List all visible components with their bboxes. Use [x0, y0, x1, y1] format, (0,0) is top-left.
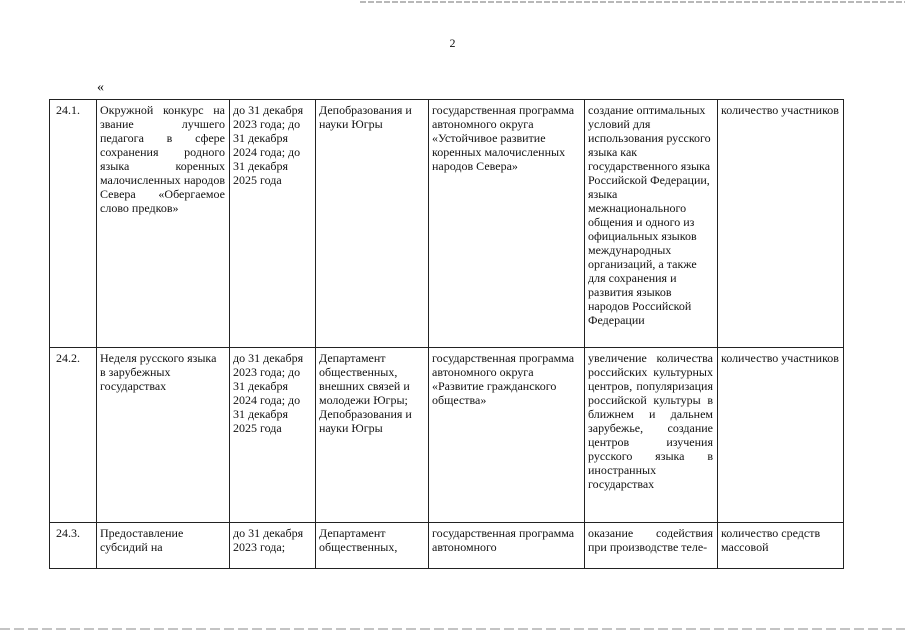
- event-name-cell: Предоставление субсидий на: [97, 523, 230, 569]
- opening-quote-mark: «: [97, 80, 104, 95]
- program-cell: государственная программа автономного: [429, 523, 585, 569]
- responsible-cell: Департамент общественных, внешних связей и молодежи Югры; Депобразования и науки Югры: [316, 348, 429, 523]
- row-number: 24.1.: [50, 100, 97, 348]
- event-name-cell: Неделя русского языка в зарубежных государствах: [97, 348, 230, 523]
- indicator-cell: количество участников: [718, 348, 844, 523]
- responsible-cell: Депобразования и науки Югры: [316, 100, 429, 348]
- scan-artifact-top: [360, 1, 905, 3]
- deadline-cell: до 31 декабря 2023 года; до 31 декабря 2024 года; до 31 декабря 2025 года: [230, 348, 316, 523]
- program-cell: государственная программа автономного округа «Развитие гражданского общества»: [429, 348, 585, 523]
- result-cell: оказание содействия при производстве теле-: [585, 523, 718, 569]
- deadline-cell: до 31 декабря 2023 года;: [230, 523, 316, 569]
- row-number: 24.3.: [50, 523, 97, 569]
- row-number: 24.2.: [50, 348, 97, 523]
- page-number: 2: [449, 36, 456, 50]
- scan-artifact-bottom: [0, 628, 905, 630]
- indicator-cell: количество средств массовой: [718, 523, 844, 569]
- program-cell: государственная программа автономного округа «Устойчивое развитие коренных малочисленных народов Севера»: [429, 100, 585, 348]
- table-row: [50, 348, 844, 523]
- table-row: [50, 523, 844, 569]
- table-row: [50, 100, 844, 348]
- deadline-cell: до 31 декабря 2023 года; до 31 декабря 2024 года; до 31 декабря 2025 года: [230, 100, 316, 348]
- result-cell: увеличение количества российских культурных центров, популяризация российской культуры в ближнем и дальнем зарубежье, создание центров изучения русского языка в иностранных государствах: [585, 348, 718, 523]
- event-name-cell: Окружной конкурс на звание лучшего педагога в сфере сохранения родного языка коренных малочисленных народов Севера «Обергаемое слово предков»: [97, 100, 230, 348]
- result-cell: создание оптимальных условий для использования русского языка как государственного языка Российской Федерации, языка межнационального общения и одного из официальных языков международных организаций, а также для сохранения и развития языков народов Российской Федерации: [585, 100, 718, 348]
- responsible-cell: Департамент общественных,: [316, 523, 429, 569]
- indicator-cell: количество участников: [718, 100, 844, 348]
- measures-table: [49, 99, 844, 569]
